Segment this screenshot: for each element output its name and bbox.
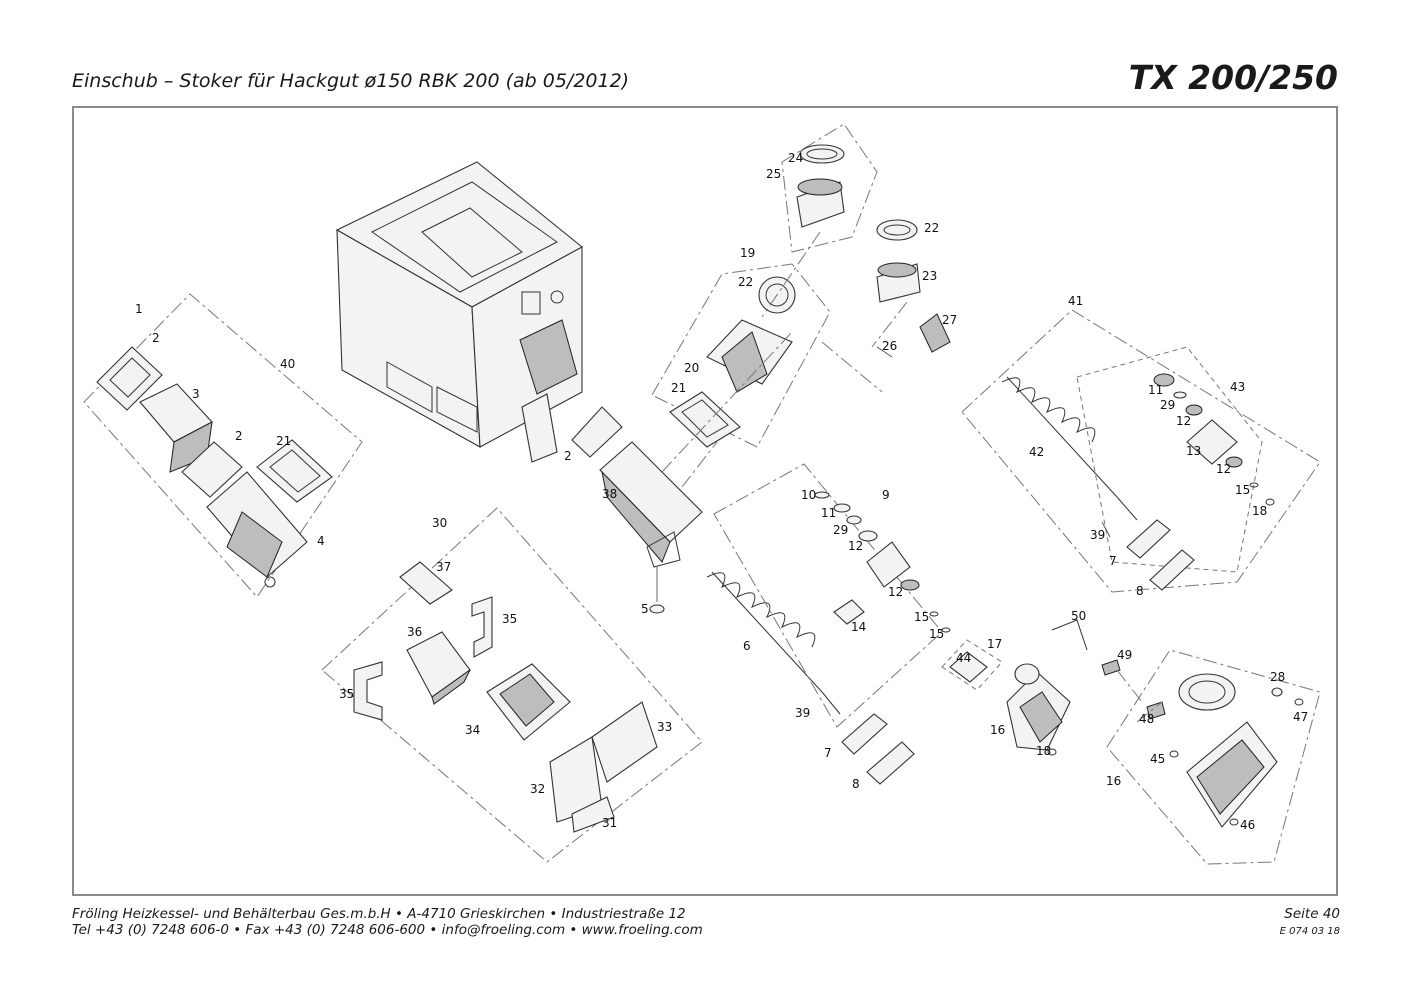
callout-7: 7 (1109, 554, 1117, 568)
callout-29: 29 (1160, 398, 1176, 412)
footer-company-line: Fröling Heizkessel- und Behälterbau Ges.m.b.H • A-4710 Grieskirchen • Industriestraße 12 (72, 906, 686, 922)
callout-46: 46 (1240, 818, 1256, 832)
callout-39: 39 (795, 706, 811, 720)
callout-24: 24 (788, 151, 804, 165)
callout-22: 22 (738, 275, 754, 289)
callout-11: 11 (1148, 383, 1164, 397)
callout-14: 14 (851, 620, 867, 634)
cover-21b (670, 392, 740, 447)
seal-10 (815, 492, 829, 498)
callout-31: 31 (602, 816, 618, 830)
callout-18: 18 (1036, 744, 1052, 758)
ring-29 (847, 516, 861, 524)
document-code: E 074 03 18 (1279, 926, 1340, 937)
callout-37: 37 (436, 560, 452, 574)
callout-23: 23 (922, 269, 938, 283)
panel-33 (592, 702, 657, 782)
parts-drawing (74, 108, 1340, 898)
callout-15: 15 (1235, 483, 1251, 497)
callout-15: 15 (929, 627, 945, 641)
flange-plate-2c (572, 407, 622, 457)
callout-18: 18 (1252, 504, 1268, 518)
callout-11: 11 (821, 506, 837, 520)
callout-35: 35 (339, 687, 355, 701)
group-1-outline (84, 294, 362, 597)
callout-2: 2 (235, 429, 243, 443)
gasket-7b (1127, 520, 1170, 558)
callout-29: 29 (833, 523, 849, 537)
callout-45: 45 (1150, 752, 1166, 766)
footer-contact-line: Tel +43 (0) 7248 606-0 • Fax +43 (0) 7248 606-600 • info@froeling.com • www.froeling.com (72, 922, 703, 938)
callout-8: 8 (1136, 584, 1144, 598)
exploded-parts-diagram (72, 106, 1338, 896)
callout-9: 9 (882, 488, 890, 502)
connector-49 (1102, 660, 1120, 675)
gasket-7a (842, 714, 887, 754)
callout-43: 43 (1230, 380, 1246, 394)
flange-22b (877, 220, 917, 240)
callout-50: 50 (1071, 609, 1087, 623)
plate-8b (1150, 550, 1194, 590)
callout-10: 10 (801, 488, 817, 502)
callout-25: 25 (766, 167, 782, 181)
callout-13: 13 (1186, 444, 1202, 458)
model-name: TX 200/250 (1128, 58, 1338, 97)
callout-3: 3 (192, 387, 200, 401)
bearing-11 (834, 504, 850, 512)
boiler-body (337, 162, 582, 462)
screw-45 (1170, 751, 1178, 757)
screw-46 (1230, 819, 1238, 825)
callout-8: 8 (852, 777, 860, 791)
callout-4: 4 (317, 534, 325, 548)
callout-40: 40 (280, 357, 296, 371)
callout-6: 6 (743, 639, 751, 653)
inspection-cover-21 (257, 440, 332, 502)
callout-16: 16 (1106, 774, 1122, 788)
callout-22: 22 (924, 221, 940, 235)
callout-30: 30 (432, 516, 448, 530)
callout-35: 35 (502, 612, 518, 626)
callout-19: 19 (740, 246, 756, 260)
page-number: Seite 40 (1284, 906, 1340, 922)
washer-47 (1295, 699, 1303, 705)
callout-20: 20 (684, 361, 700, 375)
callout-49: 49 (1117, 648, 1133, 662)
callout-15: 15 (914, 610, 930, 624)
callout-27: 27 (942, 313, 958, 327)
group-9-outline (714, 464, 945, 727)
callout-12: 12 (1176, 414, 1192, 428)
bracket-35a (472, 597, 492, 657)
nut-28 (1272, 688, 1282, 696)
callout-2: 2 (564, 449, 572, 463)
callout-1: 1 (135, 302, 143, 316)
callout-39: 39 (1090, 528, 1106, 542)
callout-32: 32 (530, 782, 546, 796)
seal-12b (901, 580, 919, 590)
bracket-35b (354, 662, 382, 720)
ring-29b (1174, 392, 1186, 398)
auger-42 (1002, 377, 1137, 520)
callout-34: 34 (465, 723, 481, 737)
diagram-title: Einschub – Stoker für Hackgut ø150 RBK 200 (ab 05/2012) (72, 70, 630, 92)
callout-16: 16 (990, 723, 1006, 737)
callout-47: 47 (1293, 710, 1309, 724)
callout-21: 21 (671, 381, 687, 395)
cable-50 (1052, 620, 1087, 650)
callout-7: 7 (824, 746, 832, 760)
callout-36: 36 (407, 625, 423, 639)
bolt-5 (650, 605, 664, 613)
callout-38: 38 (602, 487, 618, 501)
plate-8a (867, 742, 914, 784)
callout-17: 17 (987, 637, 1003, 651)
callout-41: 41 (1068, 294, 1084, 308)
callout-2: 2 (152, 331, 160, 345)
callout-26: 26 (882, 339, 898, 353)
callout-21: 21 (276, 434, 292, 448)
callout-44: 44 (956, 651, 972, 665)
duct-36 (407, 632, 470, 697)
callout-33: 33 (657, 720, 673, 734)
callout-42: 42 (1029, 445, 1045, 459)
callout-12: 12 (1216, 462, 1232, 476)
callout-5: 5 (641, 602, 649, 616)
callout-28: 28 (1270, 670, 1286, 684)
auger-6 (707, 572, 840, 714)
callout-48: 48 (1139, 712, 1155, 726)
callout-12: 12 (888, 585, 904, 599)
callout-12: 12 (848, 539, 864, 553)
